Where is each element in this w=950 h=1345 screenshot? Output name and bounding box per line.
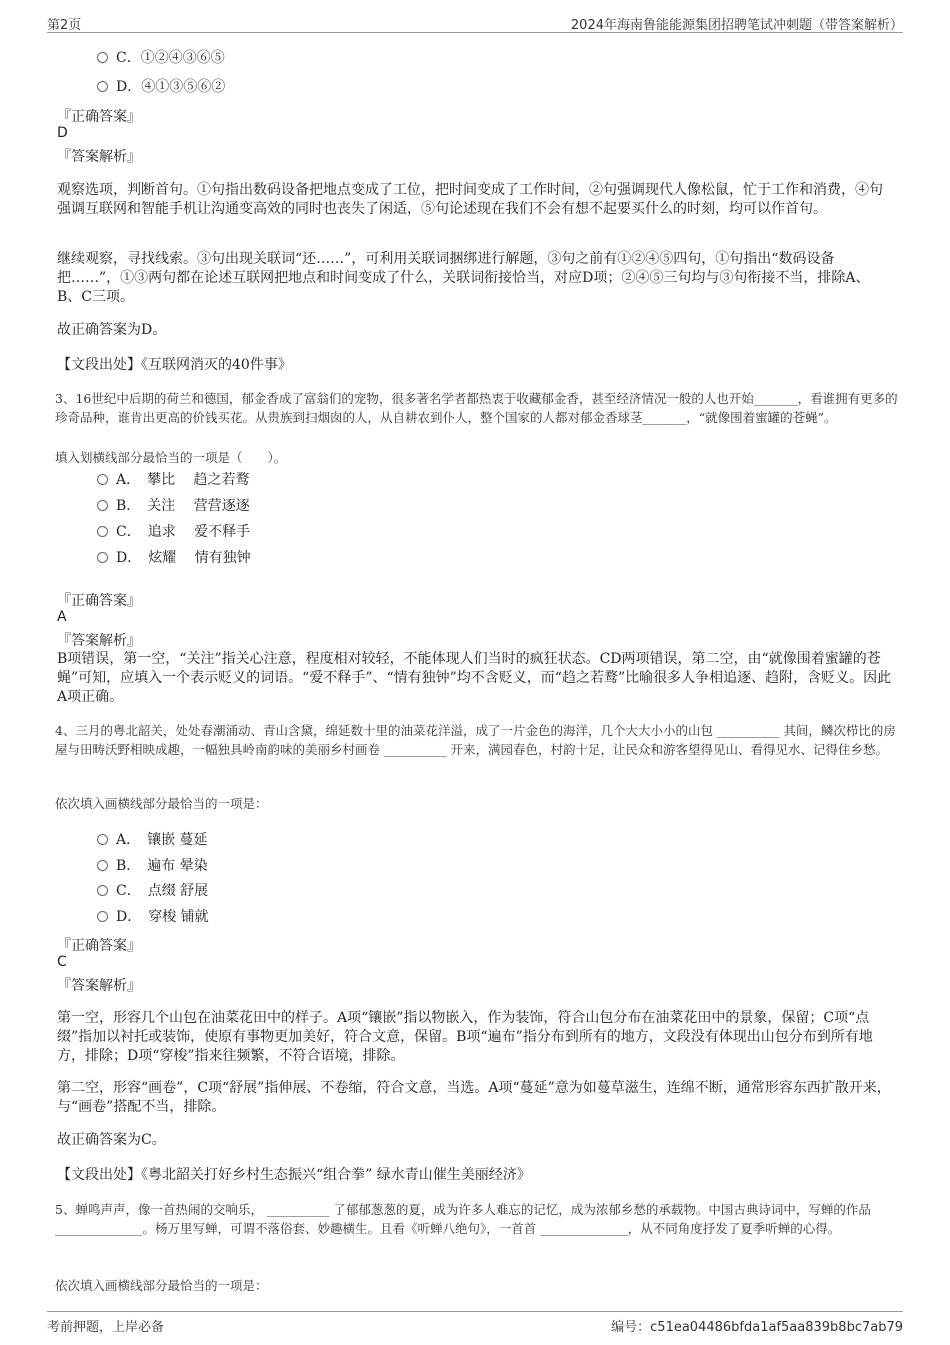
radio-icon[interactable]: [97, 526, 108, 537]
page-number: 第2页: [47, 18, 82, 33]
q4-option-a[interactable]: A． 镶嵌 蔓延: [97, 830, 208, 850]
q4-prompt: 依次填入画横线部分最恰当的一项是：: [55, 796, 268, 811]
q4-option-b[interactable]: B． 遍布 晕染: [97, 856, 208, 876]
q3-option-d[interactable]: D． 炫耀 情有独钟: [97, 548, 251, 568]
q4-analysis-p1: 第一空，形容几个山包在油菜花田中的样子。A项“镶嵌”指以物嵌入，作为装饰，符合山包分布在油菜花田中的景象，保留；C项“点缀”指加以衬托或装饰，使原有事物更加美好，符合文意，保留。B项“遍布”指分布到所有的地方，文段没有体现出山包分布到所有地方，排除；D项“穿梭”指来往频繁，不符合语境，排除。: [57, 1010, 873, 1064]
q4-analysis-p3: 故正确答案为C。: [57, 1132, 166, 1148]
q2-answer-label: 『正确答案』: [57, 109, 141, 125]
page-header: [47, 12, 903, 33]
q2-analysis-label: 『答案解析』: [57, 149, 141, 165]
q2-source: 【文段出处】《互联网消灭的40件事》: [57, 357, 292, 373]
document-title: 2024年海南鲁能能源集团招聘笔试冲刺题（带答案解析）: [570, 18, 903, 33]
q2-analysis-p3: 故正确答案为D。: [57, 322, 167, 338]
q2-analysis-p1: 观察选项，判断首句。①句指出数码设备把地点变成了工位，把时间变成了工作时间，②句强调现代人像松鼠，忙于工作和消费，④句强调互联网和智能手机让沟通变高效的同时也丧失了闲适，⑤句论述现在我们不会有想不起要买什么的时刻，均可以作首句。: [57, 182, 883, 217]
q3-answer-label: 『正确答案』: [57, 593, 141, 609]
page-footer: [47, 1311, 903, 1336]
q3-analysis: B项错误，第一空，“关注”指关心注意，程度相对较轻，不能体现人们当时的疯狂状态。CD两项错误，第二空，由“就像围着蜜罐的苍蝇”可知，应填入一个表示贬义的词语。“爱不释手”、“情有独钟”均不含贬义，而“趋之若鹜”比喻很多人争相追逐、趋附，含贬义。因此A项正确。: [57, 651, 892, 705]
radio-icon[interactable]: [97, 885, 108, 896]
q3-stem: 3、16世纪中后期的荷兰和德国，郁金香成了富翁们的宠物，很多著名学者都热衷于收藏郁金香，甚至经济情况一般的人也开始_______，看谁拥有更多的珍奇品种，谁肯出更高的价钱买花。从贵族到扫烟囱的人，从自耕农到仆人，整个国家的人都对郁金香球茎_______，“就像围着蜜罐的苍蝇”。: [55, 391, 898, 425]
document-id: 编号：c51ea04486bfda1af5aa839b8bc7ab79: [611, 1320, 903, 1335]
q2-answer: D: [57, 125, 68, 141]
q4-option-d[interactable]: D． 穿梭 铺就: [97, 907, 209, 927]
radio-icon[interactable]: [97, 911, 108, 922]
q2-option-d[interactable]: D．④①③⑤⑥②: [97, 77, 225, 97]
radio-icon[interactable]: [97, 500, 108, 511]
footer-slogan: 考前押题，上岸必备: [47, 1320, 165, 1335]
q3-analysis-label: 『答案解析』: [57, 633, 141, 649]
q2-option-c[interactable]: C．①②④③⑥⑤: [97, 48, 225, 68]
q3-option-a[interactable]: A． 攀比 趋之若鹜: [97, 470, 250, 490]
q4-option-c[interactable]: C． 点缀 舒展: [97, 881, 208, 901]
q2-analysis-p2: 继续观察，寻找线索。③句出现关联词“还……”，可利用关联词捆绑进行解题，③句之前有①②④⑤四句，①句指出“数码设备把……”，①③两句都在论述互联网把地点和时间变成了什么，关联词衔接恰当，对应D项；②④⑤三句均与③句衔接不当，排除A、B、C三项。: [57, 251, 870, 305]
q4-answer-label: 『正确答案』: [57, 938, 141, 954]
q4-analysis-p2: 第二空，形容“画卷”，C项“舒展”指伸展、不卷缩，符合文意，当选。A项“蔓延”意为如蔓草滋生，连绵不断，通常形容东西扩散开来，与“画卷”搭配不当，排除。: [57, 1080, 891, 1115]
radio-icon[interactable]: [97, 81, 108, 92]
q4-source: 【文段出处】《粤北韶关打好乡村生态振兴“组合拳” 绿水青山催生美丽经济》: [57, 1167, 531, 1183]
q5-prompt: 依次填入画横线部分最恰当的一项是：: [55, 1278, 268, 1293]
q3-option-b[interactable]: B． 关注 营营逐逐: [97, 496, 250, 516]
radio-icon[interactable]: [97, 834, 108, 845]
radio-icon[interactable]: [97, 552, 108, 563]
q3-answer: A: [57, 609, 67, 625]
q3-option-c[interactable]: C． 追求 爱不释手: [97, 522, 250, 542]
q4-analysis-label: 『答案解析』: [57, 978, 141, 994]
q3-prompt: 填入划横线部分最恰当的一项是（ ）。: [55, 450, 287, 465]
radio-icon[interactable]: [97, 860, 108, 871]
radio-icon[interactable]: [97, 52, 108, 63]
q5-stem: 5、蝉鸣声声，像一首热闹的交响乐， __________ 了郁郁葱葱的夏，成为许多人难忘的记忆，成为浓郁乡愁的承载物。中国古典诗词中，写蝉的作品 ______________。杨万里写蝉，可谓不落俗套、妙趣横生。且看《听蝉八绝句》，一首首 ______________，从不同角度抒发了夏季听蝉的心得。: [55, 1202, 871, 1236]
q4-answer: C: [57, 954, 67, 970]
q4-stem: 4、三月的粤北韶关，处处春潮涌动、青山含黛，绵延数十里的油菜花洋溢，成了一片金色的海洋，几个大大小小的山包 __________ 其间，鳞次栉比的房屋与田畴沃野相映成趣，一幅独具岭南韵味的美丽乡村画卷 __________ 开来，满园春色，村韵十足，让民众和游客望得见山、看得见水、记得住乡愁。: [55, 723, 896, 757]
radio-icon[interactable]: [97, 474, 108, 485]
